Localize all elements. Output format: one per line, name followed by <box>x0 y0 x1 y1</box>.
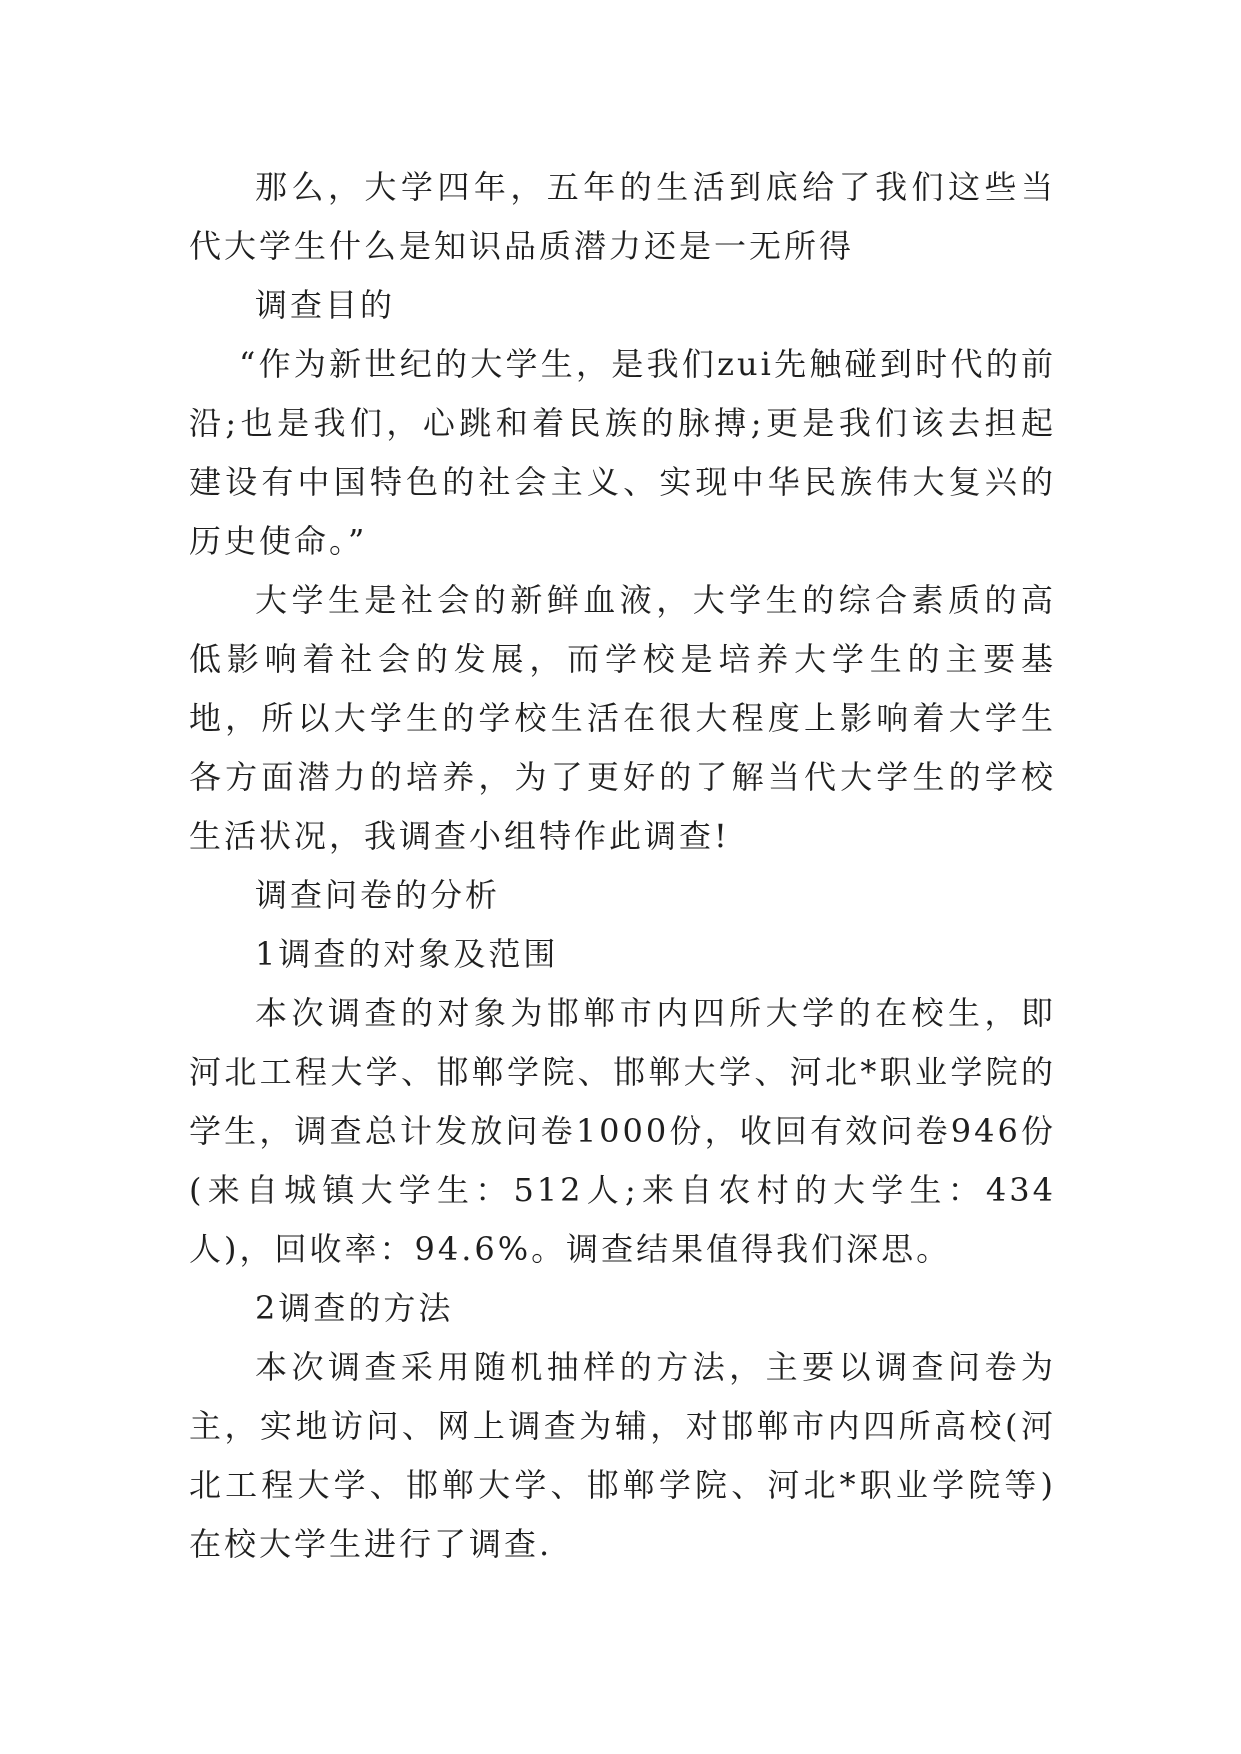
paragraph-quote: “作为新世纪的大学生，是我们zui先触碰到时代的前沿;也是我们，心跳和着民族的脉搏;更是我们该去担起建设有中国特色的社会主义、实现中华民族伟大复兴的历史使命。” <box>189 345 1056 560</box>
paragraph-intro-question: 那么，大学四年，五年的生活到底给了我们这些当代大学生什么是知识品质潜力还是一无所得 <box>189 168 1056 265</box>
paragraph-purpose-text: 大学生是社会的新鲜血液，大学生的综合素质的高低影响着社会的发展，而学校是培养大学生的主要基地，所以大学生的学校生活在很大程度上影响着大学生各方面潜力的培养，为了更好的了解当代大学生的学校生活状况，我调查小组特作此调查! <box>189 581 1056 855</box>
document-body <box>189 158 1056 1574</box>
paragraph-survey-scope: 本次调查的对象为邯郸市内四所大学的在校生，即河北工程大学、邯郸学院、邯郸大学、河北*职业学院的学生，调查总计发放问卷1000份，收回有效问卷946份(来自城镇大学生：512人;来自农村的大学生：434人)，回收率：94.6%。调查结果值得我们深思。 <box>189 994 1056 1268</box>
heading-survey-scope: 1调查的对象及范围 <box>255 935 559 973</box>
heading-questionnaire-analysis: 调查问卷的分析 <box>255 876 501 914</box>
heading-survey-method: 2调查的方法 <box>255 1289 454 1327</box>
paragraph-survey-method: 本次调查采用随机抽样的方法，主要以调查问卷为主，实地访问、网上调查为辅，对邯郸市内四所高校(河北工程大学、邯郸大学、邯郸学院、河北*职业学院等)在校大学生进行了调查. <box>189 1348 1056 1563</box>
heading-survey-purpose: 调查目的 <box>255 286 396 324</box>
